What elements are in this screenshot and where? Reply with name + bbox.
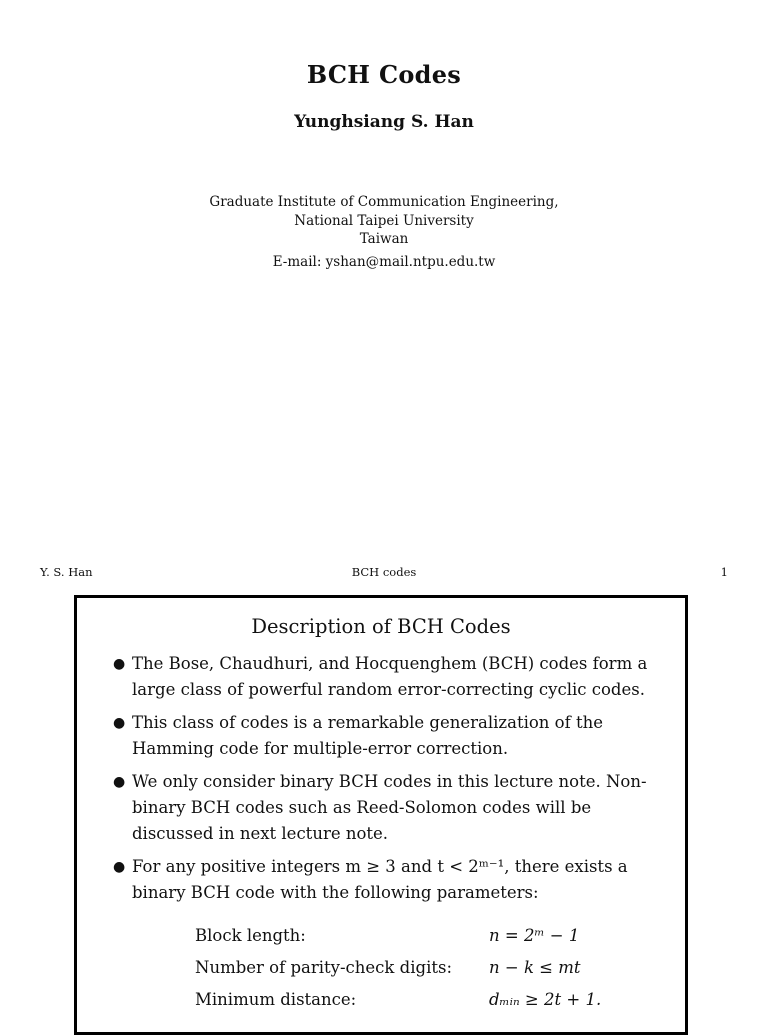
parameter-row — [195, 925, 655, 957]
parameter-table — [195, 925, 655, 1021]
bullet-dot-icon: ● — [113, 774, 126, 790]
bullet-dot-icon: ● — [113, 715, 126, 731]
slide-title: Description of BCH Codes — [251, 615, 511, 638]
bullet-item — [77, 769, 685, 847]
bullet-text: The Bose, Chaudhuri, and Hocquenghem (BCH) codes form a large class of powerful random error-correcting cyclic codes. — [132, 654, 648, 699]
slide-frame — [74, 595, 688, 1035]
email-line: E-mail: yshan@mail.ntpu.edu.tw — [272, 253, 496, 270]
parameter-row — [195, 989, 655, 1021]
bullet-text: For any positive integers m ≥ 3 and t < 2ᵐ⁻¹, there exists a binary BCH code with the following parameters: — [132, 857, 628, 902]
parameter-value: dₘᵢₙ ≥ 2t + 1. — [489, 990, 602, 1009]
affiliation-block — [0, 193, 768, 271]
bullet-item — [77, 651, 685, 703]
parameter-label: Minimum distance: — [195, 990, 357, 1009]
affiliation-line: National Taipei University — [294, 212, 474, 229]
affiliation-line: Taiwan — [359, 231, 409, 247]
header-topic: BCH codes — [351, 565, 417, 579]
affiliation-line: Graduate Institute of Communication Engineering, — [209, 194, 559, 210]
page-number: 1 — [720, 565, 728, 579]
parameter-label: Number of parity-check digits: — [195, 958, 452, 977]
author-name: Yunghsiang S. Han — [294, 112, 474, 132]
document-title: BCH Codes — [306, 60, 462, 89]
bullet-item — [77, 710, 685, 762]
header-author: Y. S. Han — [40, 565, 93, 579]
parameter-label: Block length: — [195, 926, 306, 945]
bullet-dot-icon: ● — [113, 859, 126, 875]
parameter-value: n − k ≤ mt — [489, 958, 581, 977]
bullet-dot-icon: ● — [113, 656, 126, 672]
parameter-value: n = 2ᵐ − 1 — [489, 926, 580, 945]
bullet-item — [77, 854, 685, 906]
bullet-text: This class of codes is a remarkable generalization of the Hamming code for multiple-error correction. — [132, 713, 603, 758]
parameter-row — [195, 957, 655, 989]
bullet-text: We only consider binary BCH codes in this lecture note. Non-binary BCH codes such as Reed-Solomon codes will be discussed in next lecture note. — [132, 772, 647, 843]
bullet-list — [77, 651, 685, 913]
